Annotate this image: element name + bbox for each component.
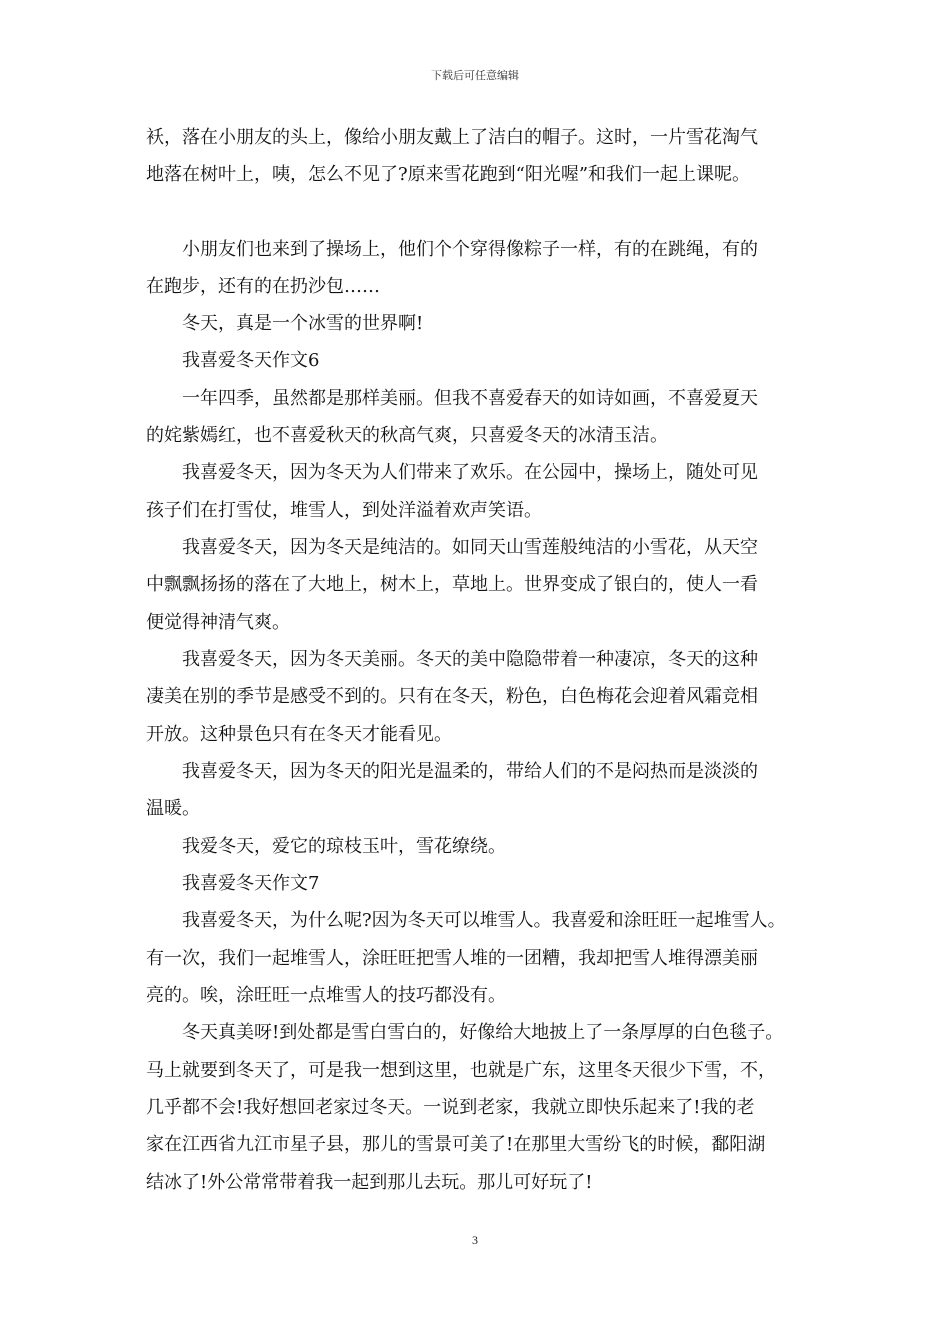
text-line: 袄，落在小朋友的头上，像给小朋友戴上了洁白的帽子。这时，一片雪花淘气	[146, 127, 758, 148]
text-line: 在跑步，还有的在扔沙包……	[146, 276, 380, 297]
text-line: 我喜爱冬天，因为冬天是纯洁的。如同天山雪莲般纯洁的小雪花，从天空	[182, 537, 758, 558]
text-line: 便觉得神清气爽。	[146, 612, 290, 633]
page-number: 3	[472, 1233, 478, 1247]
text-line: 孩子们在打雪仗，堆雪人，到处洋溢着欢声笑语。	[146, 500, 542, 521]
page-header: 下载后可任意编辑	[431, 69, 519, 82]
text-line: 冬天，真是一个冰雪的世界啊!	[182, 313, 424, 334]
text-line: 一年四季，虽然都是那样美丽。但我不喜爱春天的如诗如画，不喜爱夏天	[182, 388, 758, 409]
text-line: 小朋友们也来到了操场上，他们个个穿得像粽子一样，有的在跳绳，有的	[182, 239, 758, 260]
section-heading: 我喜爱冬天作文7	[182, 873, 320, 894]
text-line: 中飘飘扬扬的落在了大地上，树木上，草地上。世界变成了银白的，使人一看	[146, 574, 758, 595]
text-line: 凄美在别的季节是感受不到的。只有在冬天，粉色，白色梅花会迎着风霜竞相	[146, 686, 758, 707]
text-line: 我喜爱冬天，因为冬天为人们带来了欢乐。在公园中，操场上，随处可见	[182, 462, 758, 483]
text-line: 的姹紫嫣红，也不喜爱秋天的秋高气爽，只喜爱冬天的冰清玉洁。	[146, 425, 668, 446]
text-line: 开放。这种景色只有在冬天才能看见。	[146, 724, 452, 745]
section-heading: 我喜爱冬天作文6	[182, 350, 320, 371]
text-line: 我喜爱冬天，因为冬天的阳光是温柔的，带给人们的不是闷热而是淡淡的	[182, 761, 758, 782]
text-line: 家在江西省九江市星子县，那儿的雪景可美了!在那里大雪纷飞的时候，鄱阳湖	[146, 1134, 766, 1155]
text-line: 冬天真美呀!到处都是雪白雪白的，好像给大地披上了一条厚厚的白色毯子。	[182, 1022, 784, 1043]
text-line: 亮的。唉，涂旺旺一点堆雪人的技巧都没有。	[146, 985, 506, 1006]
text-line: 地落在树叶上，咦，怎么不见了?原来雪花跑到“阳光喔”和我们一起上课呢。	[146, 164, 751, 185]
text-line: 我喜爱冬天，为什么呢?因为冬天可以堆雪人。我喜爱和涂旺旺一起堆雪人。	[182, 910, 786, 931]
text-line: 几乎都不会!我好想回老家过冬天。一说到老家，我就立即快乐起来了!我的老	[146, 1097, 755, 1118]
text-line: 有一次，我们一起堆雪人，涂旺旺把雪人堆的一团糟，我却把雪人堆得漂美丽	[146, 948, 758, 969]
text-line: 我爱冬天，爱它的琼枝玉叶，雪花缭绕。	[182, 836, 506, 857]
text-line: 我喜爱冬天，因为冬天美丽。冬天的美中隐隐带着一种凄凉，冬天的这种	[182, 649, 758, 670]
text-line: 结冰了!外公常常带着我一起到那儿去玩。那儿可好玩了!	[146, 1172, 593, 1193]
text-line: 温暖。	[146, 798, 200, 819]
text-line: 马上就要到冬天了，可是我一想到这里，也就是广东，这里冬天很少下雪，不，	[146, 1060, 776, 1081]
